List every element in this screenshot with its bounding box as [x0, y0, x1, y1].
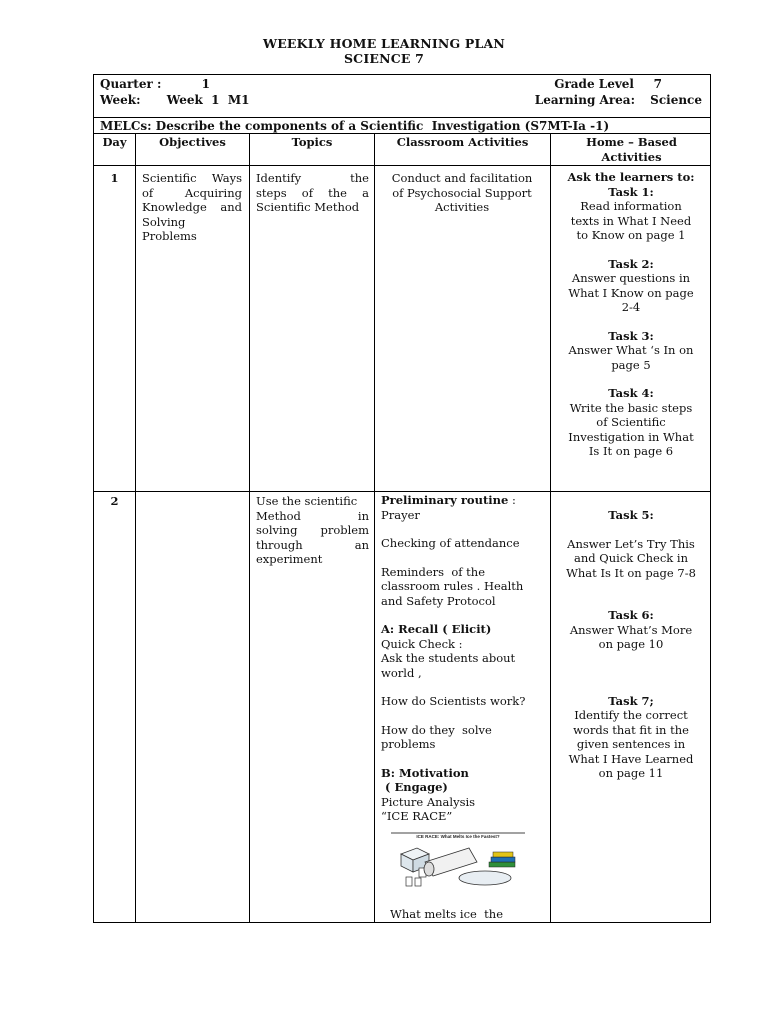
- topics-line: steps of the a: [256, 185, 369, 200]
- task-text: What I Have Learned: [568, 751, 694, 766]
- motivation-heading: ( Engage): [381, 780, 448, 794]
- plan-table: [93, 117, 711, 923]
- task-text: Investigation in What: [568, 429, 694, 444]
- objectives-line: Problems: [142, 229, 197, 243]
- question-scientists: How do Scientists work?: [381, 694, 526, 708]
- picture-line: “ICE RACE”: [381, 809, 453, 823]
- col-divider-2: [249, 133, 250, 922]
- melts-text: What melts ice the: [390, 907, 503, 921]
- reminders-line: and Safety Protocol: [381, 593, 496, 608]
- ask-line: Ask the students about: [381, 651, 516, 665]
- classroom-line: Activities: [434, 200, 490, 214]
- topics-line: Scientific Method: [256, 200, 360, 214]
- task-text: to Know on page 1: [576, 228, 686, 242]
- topics-line: through an: [256, 537, 369, 552]
- melcs-text: MELCs: Describe the components of a Scientific Investigation (S7MT-Ia -1): [100, 119, 610, 133]
- divider-day1: [94, 491, 710, 492]
- topics-line: Method in: [256, 508, 369, 523]
- reminders-line: Reminders of the: [381, 564, 485, 579]
- plan-title: WEEKLY HOME LEARNING PLAN: [262, 36, 506, 51]
- ice-race-image: [389, 832, 527, 890]
- grade-value: 7: [653, 77, 662, 91]
- task-text: texts in What I Need: [570, 213, 692, 228]
- objectives-day1: [142, 171, 242, 244]
- task-label: Task 4:: [608, 386, 654, 400]
- ice-race-illustration: [389, 832, 527, 890]
- task-label: Task 3:: [608, 328, 654, 343]
- task-text: Write the basic steps: [569, 400, 693, 415]
- task-text: Answer What ‘s In on: [568, 343, 694, 357]
- topics-line: Identify the: [256, 171, 369, 185]
- prelim-label: Preliminary routine: [381, 493, 509, 507]
- grade-label: Grade Level: [554, 77, 634, 91]
- task-text: What I Know on page: [568, 285, 694, 300]
- objectives-line: of Acquiring: [142, 185, 242, 200]
- topics-line: experiment: [256, 552, 323, 566]
- plan-subtitle: SCIENCE 7: [343, 51, 425, 66]
- header-box: [93, 74, 711, 118]
- col-header-objectives: Objectives: [159, 135, 226, 149]
- quarter-row: [100, 77, 704, 91]
- objectives-line: Scientific Ways: [142, 171, 242, 185]
- recall-heading: A: Recall ( Elicit): [381, 622, 492, 636]
- question-solve: How do they solve: [381, 722, 492, 737]
- area-label: Learning Area:: [534, 93, 635, 107]
- col-header-topics: Topics: [291, 135, 333, 149]
- towel-roll-icon: [424, 848, 477, 876]
- col-divider-1: [135, 133, 136, 922]
- task-text: page 5: [611, 357, 651, 372]
- week-value: Week 1 M1: [166, 93, 250, 107]
- classroom-line: Conduct and facilitation: [391, 171, 533, 185]
- task-text: and Quick Check in: [573, 551, 689, 565]
- task-text: of Scientific: [596, 415, 666, 429]
- quarter-label: Quarter :: [100, 77, 162, 91]
- col-header-classroom: Classroom Activities: [396, 135, 529, 149]
- task-text: Answer Let’s Try This: [567, 536, 695, 551]
- question-solve: problems: [381, 737, 436, 751]
- task-text: Identify the correct: [574, 708, 688, 722]
- motivation-heading: B: Motivation: [381, 765, 469, 780]
- task-text: words that fit in the: [573, 722, 689, 737]
- stacked-blocks-icon: [489, 852, 515, 867]
- task-label: Task 7;: [608, 693, 654, 708]
- task-text: Answer What’s More: [569, 622, 693, 637]
- area-value: Science: [650, 93, 702, 107]
- attendance-text: Checking of attendance: [381, 536, 520, 550]
- task-text: on page 11: [598, 766, 664, 780]
- ask-line: world ,: [381, 665, 422, 680]
- prayer-text: Prayer: [381, 507, 420, 522]
- prelim-colon: :: [511, 493, 516, 507]
- topics-day1: [256, 171, 369, 215]
- col-header-home: Home – Based Activities: [586, 135, 677, 164]
- quarter-value: 1: [201, 77, 210, 91]
- week-label: Week:: [100, 93, 141, 107]
- divider-header: [94, 165, 710, 166]
- col-header-day: Day: [102, 135, 127, 149]
- task-text: What Is It on page 7-8: [566, 565, 696, 580]
- task-text: Is It on page 6: [588, 444, 674, 458]
- task-text: on page 10: [598, 637, 664, 651]
- classroom-line: of Psychosocial Support: [392, 185, 532, 200]
- task-label: Task 1:: [608, 184, 654, 199]
- image-caption: ICE RACE: What Melts Ice the Fastest?: [416, 834, 500, 839]
- task-text: given sentences in: [576, 737, 686, 751]
- day-1: 1: [110, 171, 119, 185]
- task-text: Read information: [580, 199, 682, 213]
- day-2: 2: [110, 494, 119, 508]
- task-text: Answer questions in: [571, 271, 691, 285]
- col-divider-3: [374, 133, 375, 922]
- col-divider-4: [550, 133, 551, 922]
- picture-line: Picture Analysis: [381, 794, 476, 809]
- objectives-line: Solving: [142, 214, 186, 229]
- task-text: 2-4: [621, 300, 641, 314]
- reminders-line: classroom rules . Health: [381, 579, 524, 593]
- topics-line: solving problem: [256, 523, 369, 537]
- task-label: Task 5:: [608, 508, 654, 522]
- classroom-day1: [377, 171, 547, 215]
- puddle-icon: [459, 871, 511, 885]
- home-day2: [552, 508, 710, 781]
- topics-line: Use the scientific: [256, 494, 358, 508]
- topics-day2: [256, 494, 369, 567]
- week-row: [100, 93, 704, 107]
- home-day1: [552, 170, 710, 459]
- home-intro: Ask the learners to:: [567, 170, 695, 184]
- task-label: Task 6:: [608, 608, 654, 622]
- classroom-day2: [381, 493, 547, 824]
- task-label: Task 2:: [608, 256, 654, 271]
- objectives-line: Knowledge and: [142, 200, 242, 214]
- quick-check-text: Quick Check :: [381, 636, 463, 651]
